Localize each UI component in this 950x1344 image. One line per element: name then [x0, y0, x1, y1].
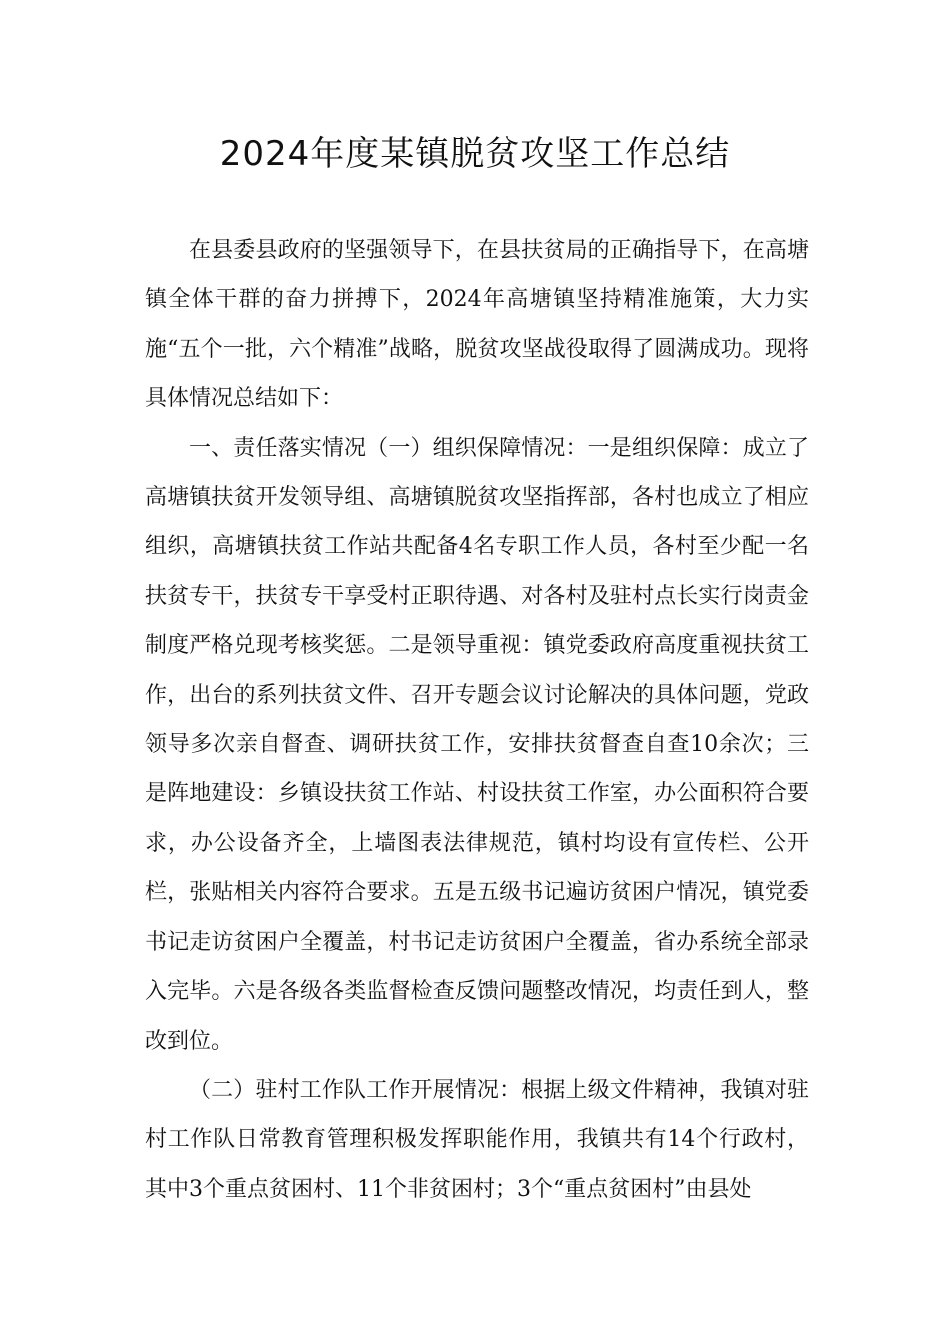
- paragraph-intro: 在县委县政府的坚强领导下，在县扶贫局的正确指导下，在高塘镇全体干群的奋力拼搏下，2024年高塘镇坚持精准施策，大力实施“五个一批，六个精准”战略，脱贫攻坚战役取得了圆满成功。现将具体情况总结如下：: [145, 238, 809, 412]
- paragraph-village-team: （二）驻村工作队工作开展情况：根据上级文件精神，我镇对驻村工作队日常教育管理积极发挥职能作用，我镇共有14个行政村，其中3个重点贫困村、11个非贫困村；3个“重点贫困村”由县处: [145, 1077, 809, 1202]
- paragraph-responsibility: 一、责任落实情况（一）组织保障情况：一是组织保障：成立了高塘镇扶贫开发领导组、高塘镇脱贫攻坚指挥部，各村也成立了相应组织，高塘镇扶贫工作站共配备4名专职工作人员，各村至少配一名扶贫专干，扶贫专干享受村正职待遇、对各村及驻村点长实行岗责金制度严格兑现考核奖惩。二是领导重视：镇党委政府高度重视扶贫工作，出台的系列扶贫文件、召开专题会议讨论解决的具体问题，党政领导多次亲自督查、调研扶贫工作，安排扶贫督查自查10余次；三是阵地建设：乡镇设扶贫工作站、村设扶贫工作室，办公面积符合要求，办公设备齐全，上墙图表法律规范，镇村均设有宣传栏、公开栏，张贴相关内容符合要求。五是五级书记遍访贫困户情况，镇党委书记走访贫困户全覆盖，村书记走访贫困户全覆盖，省办系统全部录入完毕。六是各级各类监督检查反馈问题整改情况，均责任到人，整改到位。: [145, 435, 809, 1054]
- document-body: [145, 226, 809, 1214]
- document-title: 2024年度某镇脱贫攻坚工作总结: [219, 134, 731, 174]
